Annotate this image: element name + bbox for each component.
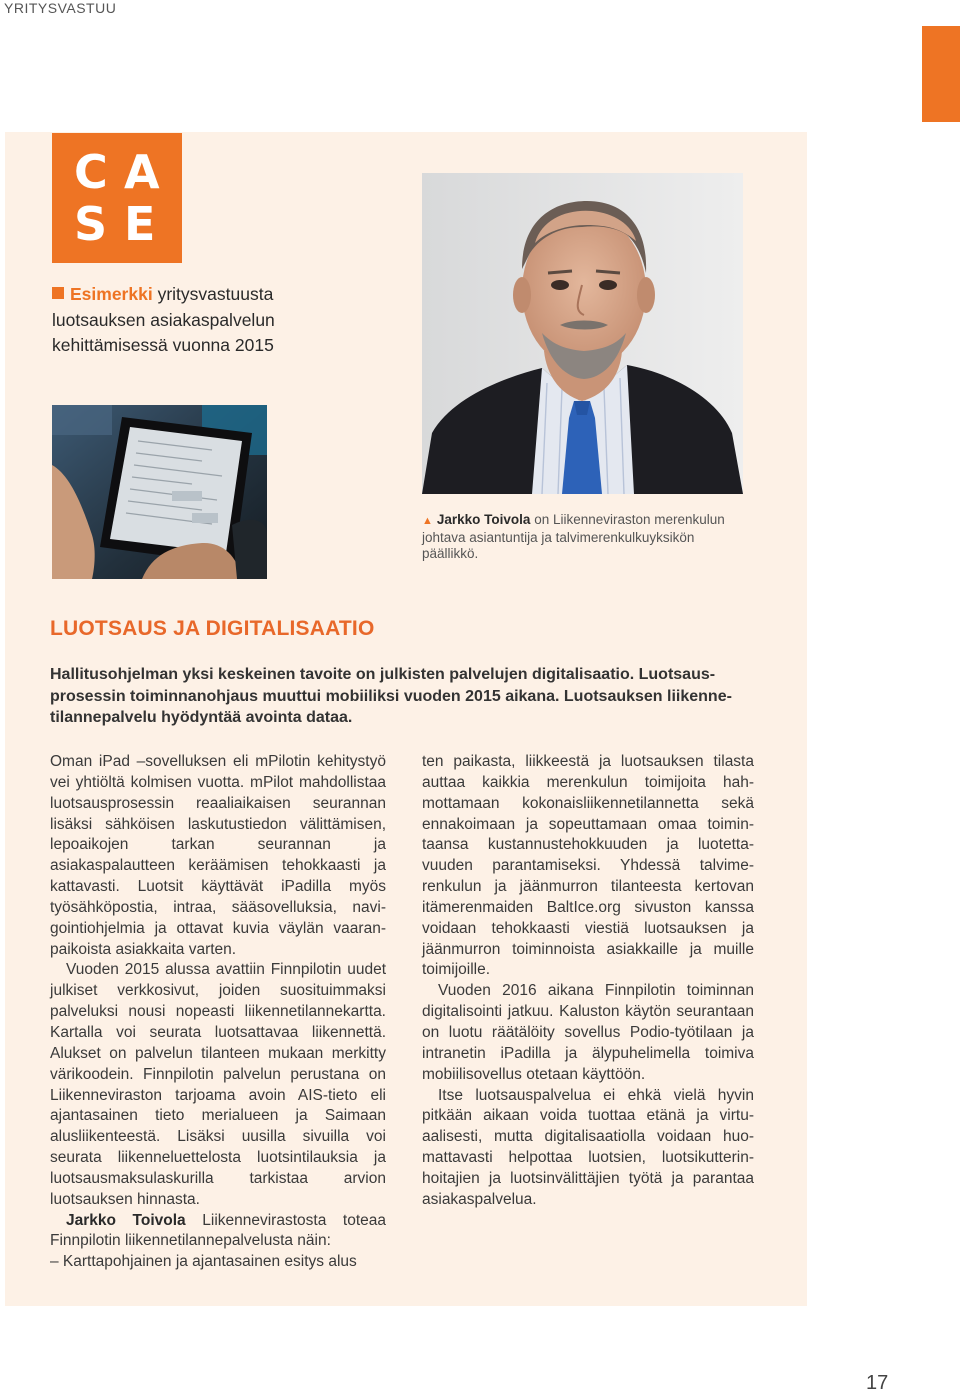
paragraph	[50, 1211, 386, 1253]
intro-highlight: Esimerkki	[70, 284, 153, 304]
page-number: 17	[866, 1372, 889, 1394]
case-logo	[52, 133, 182, 263]
square-bullet-icon	[52, 287, 64, 299]
person-name: Jarkko Toivola	[66, 1211, 186, 1229]
paragraph: ten paikasta, liikkeestä ja luotsauksen tilasta auttaa kaikkia merenkulun toimijoita hahmottamaan kokonaisliikennetilannetta sekä ennakoimaan ja sopeuttamaan omaa toimintaansa kustannustehokkuuden ja luotettavuuden parantamiseksi. Yhdessä talvimerenkulun ja jäänmurron tilanteesta kertovan itämerenmaiden BaltIce.org sivuston kanssa voidaan tehokkaasti viestiä luotsauksen ja jäänmurron toiminnoista asiakkaille ja muille toimijoille.	[422, 753, 754, 979]
intro-text: luotsauksen asiakaspalvelun	[52, 309, 275, 330]
edge-tab-marker	[922, 26, 960, 122]
case-letter: A	[124, 145, 160, 199]
case-letter: C	[74, 145, 108, 199]
ipad-photo	[52, 405, 267, 579]
ipad-photo-illustration	[52, 405, 267, 579]
paragraph: Vuoden 2015 alussa avattiin Finnpilotin uudet julkiset verkkosivut, joiden suosituimmaksi palveluksi nousi nopeasti liikennetilannekartta. Kartalla voi seurata luotsattavaa liikennettä. Alukset on palvelun tilanteen mukaan merkitty värikoodein. Finnpilotin palvelun perustana on Liikenneviraston tarjoama avoin AIS-tieto eli ajantasainen tieto merialueen ja Saimaan alusliikenteestä. Lisäksi uusilla sivuilla voi seurata liikenneluettelosta luotsintilauksia ja luotsausmaksulaskurilla tarkistaa arvion luotsauksen hinnasta.	[50, 961, 386, 1208]
caption-name: Jarkko Toivola	[436, 512, 531, 527]
paragraph: Itse luotsauspalvelua ei ehkä vielä hyvin pitkään aikaan voida tuottaa etänä ja virtuaalisesti, mutta digitalisaatiolla voidaan huomattavasti helpottaa luotsien, luotsikutterinhoitajien ja luotsinvälittäjien työtä ja parantaa asiakaspalvelua.	[422, 1086, 754, 1208]
intro-text: yritysvastuusta	[152, 284, 274, 304]
paragraph: Vuoden 2016 aikana Finnpilotin toiminnan digitalisointi jatkuu. Kaluston käytön seurantaan on luotu räätälöity sovellus Podio-työtilaan ja intranetin iPadilla ja älypuhelimella toimiva mobiilisovellus otetaan käyttöön.	[422, 982, 754, 1083]
case-intro	[52, 282, 372, 359]
paragraph: Oman iPad –sovelluksen eli mPilotin kehitystyö vei yhtiöltä kolmisen vuotta. mPilot mahdollistaa luotsausprosessin reaaliaikaisen seurannan lisäksi sähköisen laskutustiedon välittämisen, lepoaikojen tarkan seurannan ja asiakaspalautteen keräämisen tehokkaasti ja kattavasti. Luotsit käyttävät iPadilla myös työsähköpostia, intraa, sääsovelluksia, navigointiohjelmia ja ottavat kuvia väylän vaaranpaikoista asiakkaita varten.	[50, 753, 386, 958]
article-column-left	[50, 752, 386, 1273]
section-label: YRITYSVASTUU	[4, 0, 117, 16]
caption-text: on Liikenneviraston merenkulun johtava asiantuntija ja talvimerenkulkuyksikön päällikkö.	[422, 512, 725, 561]
article-title: LUOTSAUS JA DIGITALISAATIO	[50, 617, 375, 640]
article-column-right	[422, 752, 754, 1211]
paragraph-text: Liikennevirastosta toteaa Finnpilotin liikennetilannepalvelusta näin:	[50, 1211, 386, 1250]
photo-caption	[422, 512, 742, 563]
portrait-illustration	[422, 173, 743, 494]
case-letter: S	[74, 197, 108, 251]
triangle-bullet-icon: ▲	[422, 515, 433, 527]
article-lead: Hallitusohjelman yksi keskeinen tavoite on julkisten palvelujen digitalisaatio. Luotsausprosessin toiminnanohjaus muuttui mobiiliksi vuoden 2015 aikana. Luotsauksen liikennetilannepalvelu hyödyntää avointa dataa.	[50, 666, 732, 726]
portrait-photo	[422, 173, 743, 494]
paragraph: – Karttapohjainen ja ajantasainen esitys alus	[50, 1253, 357, 1271]
case-letter: E	[124, 197, 156, 251]
intro-text: kehittämisessä vuonna 2015	[52, 335, 274, 355]
